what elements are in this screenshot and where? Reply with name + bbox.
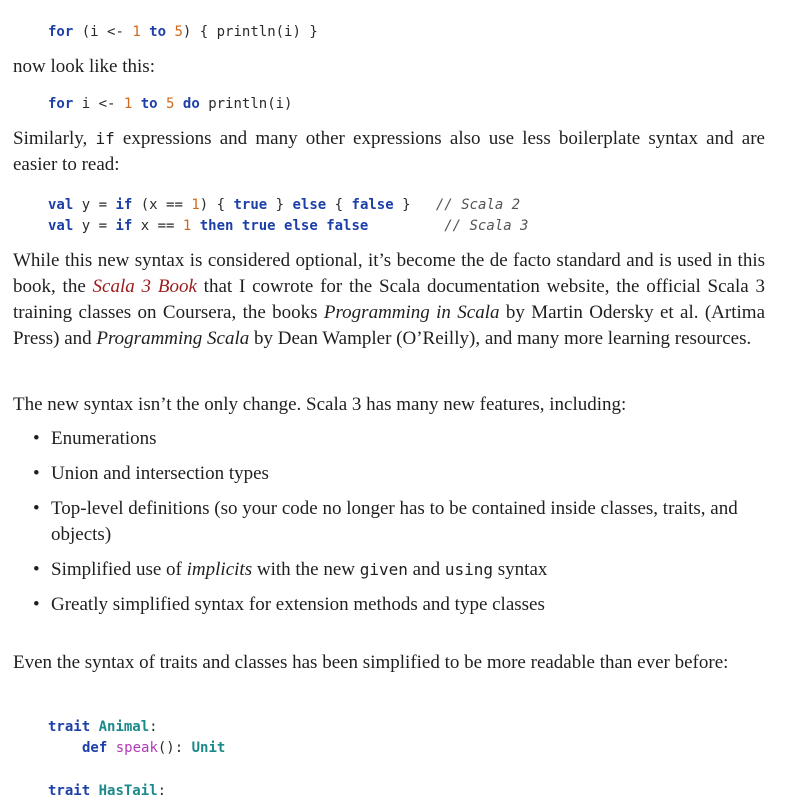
code-type-name: Unit [191, 740, 226, 756]
code-text: (): [157, 740, 192, 756]
code-keyword: to [132, 96, 167, 112]
paragraph-optional-syntax [13, 248, 765, 352]
code-block-for-old [48, 22, 318, 43]
text-run: Similarly, [13, 128, 96, 149]
code-number: 5 [174, 24, 183, 40]
code-keyword: for [48, 96, 74, 112]
code-keyword: if [115, 197, 133, 213]
code-type-name: Animal [90, 719, 150, 735]
code-function-name: speak [107, 740, 158, 756]
code-type-name: HasTail [90, 783, 158, 799]
list-item: • Top-level definitions (so your code no longer has to be contained inside classes, traits, and objects) [13, 496, 773, 548]
paragraph-traits: Even the syntax of traits and classes has been simplified to be more readable than ever before: [13, 652, 729, 673]
scala-3-book-link[interactable]: Scala 3 Book [92, 276, 197, 297]
code-keyword: false [351, 197, 394, 213]
code-block-if-line1 [48, 195, 520, 216]
code-keyword: true [233, 197, 268, 213]
code-keyword: val [48, 197, 74, 213]
text-run: Simplified use of [51, 559, 187, 580]
code-text: : [157, 783, 167, 799]
code-keyword: def [82, 740, 108, 756]
code-block-trait-hastail [48, 781, 166, 800]
code-keyword: if [115, 218, 133, 234]
paragraph-now-look: now look like this: [13, 56, 155, 77]
code-text: x == [132, 218, 183, 234]
text-run: While this new syntax is considered optional, it’s become the de facto standard and is used in this book, the [13, 250, 765, 297]
feature-list [13, 426, 773, 618]
code-block-trait-animal [48, 717, 158, 738]
code-text [368, 218, 444, 234]
code-keyword: trait [48, 719, 91, 735]
code-number: 1 [191, 197, 200, 213]
list-item [13, 557, 773, 583]
code-text: (x == [132, 197, 192, 213]
inline-code: if [95, 129, 115, 148]
code-text: { [326, 197, 352, 213]
code-number: 1 [182, 218, 192, 234]
list-item: • Union and intersection types [13, 461, 773, 487]
code-number: 5 [166, 96, 175, 112]
code-block-def-speak [82, 738, 225, 759]
code-number: 1 [132, 24, 141, 40]
text-run: and [407, 559, 445, 580]
list-item: • Greatly simplified syntax for extension methods and type classes [13, 592, 773, 618]
code-text: <- [98, 24, 133, 40]
code-block-if-line2 [48, 216, 529, 237]
code-text: ) { println(i) } [182, 24, 318, 40]
code-text: println(i) [199, 96, 293, 112]
code-keyword: else [292, 197, 327, 213]
code-text: : [149, 719, 158, 735]
code-text: } [393, 197, 436, 213]
code-block-for-new [48, 94, 292, 115]
code-number: 1 [123, 96, 133, 112]
code-text: ( [73, 24, 91, 40]
code-keyword: do [174, 96, 200, 112]
code-text: y = [73, 197, 116, 213]
text-run: that I cowrote for the Scala documentation website, the official Scala 3 training classes on Coursera, the books [13, 276, 765, 323]
code-comment: // Scala 3 [444, 218, 529, 234]
code-comment: // Scala 2 [435, 197, 521, 213]
list-item: • Enumerations [13, 426, 773, 452]
code-keyword: for [48, 24, 74, 40]
code-text: i <- [73, 96, 124, 112]
book-title: Programming in Scala [323, 302, 500, 323]
code-keyword: to [140, 24, 175, 40]
paragraph-new-features: The new syntax isn’t the only change. Scala 3 has many new features, including: [13, 394, 627, 415]
code-keyword: then true else false [191, 218, 369, 234]
code-text: } [267, 197, 293, 213]
code-text: ) { [199, 197, 234, 213]
text-run: syntax [493, 559, 548, 580]
text-run: expressions and many other expressions also use less boilerplate syntax and are easier to read: [13, 128, 765, 175]
inline-code: using [444, 560, 494, 579]
code-text: i [90, 24, 99, 40]
inline-code: given [359, 560, 408, 579]
code-keyword: val [48, 218, 74, 234]
paragraph-similarly [13, 126, 765, 178]
text-run: by Martin Odersky et al. (Artima Press) and [13, 302, 765, 349]
book-title: Programming Scala [96, 328, 250, 349]
emphasis: implicits [186, 559, 253, 580]
code-text: y = [73, 218, 116, 234]
code-keyword: trait [48, 783, 91, 799]
text-run: with the new [252, 559, 360, 580]
text-run: by Dean Wampler (O’Reilly), and many more learning resources. [249, 328, 752, 349]
